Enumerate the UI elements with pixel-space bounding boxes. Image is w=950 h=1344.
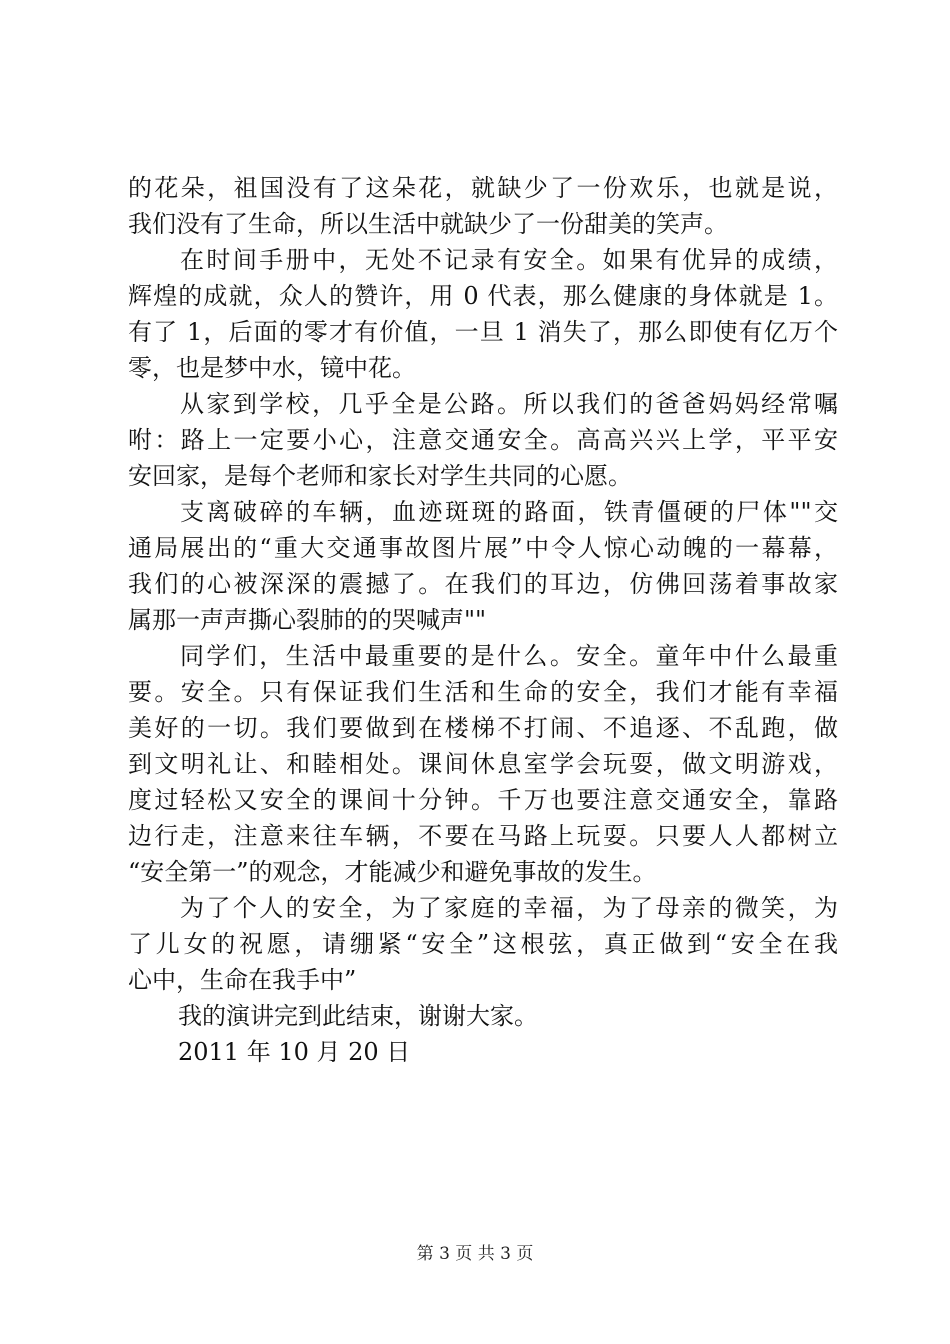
text-line: 边行走，注意来往车辆，不要在马路上玩耍。只要人人都树立 (128, 822, 838, 850)
text-line: 美好的一切。我们要做到在楼梯不打闹、不追逐、不乱跑，做 (128, 714, 838, 742)
text-line: 要。安全。只有保证我们生活和生命的安全，我们才能有幸福 (128, 678, 838, 706)
text-line: 安回家，是每个老师和家长对学生共同的心愿。 (128, 462, 632, 490)
text-line: 有了 1，后面的零才有价值，一旦 1 消失了，那么即使有亿万个 (128, 318, 838, 346)
text-line: 心中，生命在我手中” (128, 966, 357, 994)
text-line: 我们的心被深深的震撼了。在我们的耳边，仿佛回荡着事故家 (128, 570, 838, 598)
text-line: 通局展出的“重大交通事故图片展”中令人惊心动魄的一幕幕， (128, 534, 838, 562)
text-line: 咐：路上一定要小心，注意交通安全。高高兴兴上学，平平安 (128, 426, 838, 454)
text-line: 了儿女的祝愿，请绷紧“安全”这根弦，真正做到“安全在我 (128, 930, 838, 958)
text-line: 为了个人的安全，为了家庭的幸福，为了母亲的微笑，为 (180, 894, 838, 922)
text-line: 属那一声声撕心裂肺的的哭喊声"" (128, 606, 487, 634)
text-line: 支离破碎的车辆，血迹斑斑的路面，铁青僵硬的尸体""交 (180, 498, 838, 526)
text-line: 的花朵，祖国没有了这朵花，就缺少了一份欢乐，也就是说， (128, 174, 838, 202)
document-body (128, 170, 838, 1070)
text-line: 在时间手册中，无处不记录有安全。如果有优异的成绩， (180, 246, 838, 274)
page-number-footer: 第 3 页 共 3 页 (416, 1244, 534, 1264)
text-line: 到文明礼让、和睦相处。课间休息室学会玩耍，做文明游戏， (128, 750, 838, 778)
text-line: 同学们，生活中最重要的是什么。安全。童年中什么最重 (180, 642, 838, 670)
text-line: 辉煌的成就，众人的赞许，用 0 代表，那么健康的身体就是 1。 (128, 282, 838, 310)
text-line: 我们没有了生命，所以生活中就缺少了一份甜美的笑声。 (128, 210, 728, 238)
text-line: “安全第一”的观念，才能减少和避免事故的发生。 (128, 858, 657, 886)
closing-line: 我的演讲完到此结束，谢谢大家。 (178, 1002, 538, 1030)
date-line: 2011 年 10 月 20 日 (178, 1038, 411, 1066)
text-line: 度过轻松又安全的课间十分钟。千万也要注意交通安全，靠路 (128, 786, 838, 814)
text-line: 从家到学校，几乎全是公路。所以我们的爸爸妈妈经常嘱 (180, 390, 838, 418)
text-line: 零，也是梦中水，镜中花。 (128, 354, 416, 382)
